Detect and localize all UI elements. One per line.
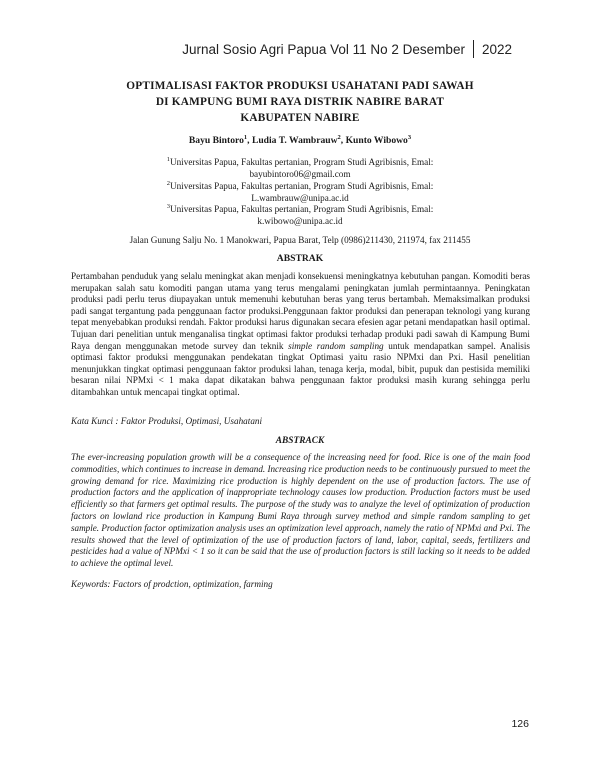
title-line-3: KABUPATEN NABIRE: [240, 112, 360, 124]
abstrak-heading: ABSTRAK: [276, 253, 324, 264]
journal-year: 2022: [481, 41, 512, 57]
abstract-heading: ABSTRACK: [275, 436, 325, 446]
page-number: 126: [511, 718, 529, 730]
affiliation-3: $^3$Universitas Papua, Fakultas pertanian, Program Studi Agribisnis, Emal: k.wibowo@unipa.ac.id: [166, 203, 434, 226]
institution-address: Jalan Gunung Salju No. 1 Manokwari, Papua Barat, Telp (0986)211430, 211974, fax 211455: [129, 235, 471, 245]
abstract-body: The ever-increasing population growth will be a consequence of the increasing need for food. Rice is one of the main food commodities, which continues to increase in demand. Increasing rice production needs to be continuously pursued to meet the growing demand for rice. Maximizing rice production is highly dependent on the use of production factors. The use of production factors and the application of inappropriate technology causes low production. Production factors must be used efficiently so that farmers get optimal results. The purpose of the study was to analyze the level of optimization of production factors on lowland rice production in Kampung Bumi Raya through survey method and simple random sampling to get sample. Production factor optimization analysis uses an optimization level approach, namely the ratio of NPMxi and Pxi. The results showed that the level of optimization of the use of production factors of land, labor, capital, seeds, fertilizers and pesticides had a value of NPMxi < 1 so it can be said that the use of production factors is still lacking so it needs to be added to achieve the optimal level.: [71, 452, 530, 569]
journal-name: Jurnal Sosio Agri Papua Vol 11 No 2 Desember: [182, 41, 465, 57]
kata-kunci: Kata Kunci : Faktor Produksi, Optimasi, Usahatani: [71, 416, 263, 426]
title-line-2: DI KAMPUNG BUMI RAYA DISTRIK NABIRE BARAT: [155, 96, 445, 108]
author-3: Kunto Wibowo$^3$: [345, 134, 412, 147]
header-divider: [473, 40, 474, 58]
affiliation-2: $^2$Universitas Papua, Fakultas pertanian, Program Studi Agribisnis, Emal: L.wambrauw@unipa.ac.id: [166, 180, 434, 203]
title-line-1: OPTIMALISASI FAKTOR PRODUKSI USAHATANI PADI SAWAH: [126, 80, 474, 92]
abstrak-body: Pertambahan penduduk yang selalu meningkat akan menjadi konsekuensi meningkatnya kebutuhan pangan. Komoditi beras merupakan salah satu komoditi pangan utama yang terus mengalami peningkatan jumlah permintaannya. Peningkatan produksi padi perlu terus diupayakan untuk memenuhi kebutuhan beras yang terus bertambah. Memaksimalkan produksi padi sangat tergantung pada penggunaan factor produksi.Penggunaan faktor produksi dan penerapan teknologi yang kurang tepat menyebabkan produksi rendah. Faktor produksi harus digunakan secara efesien agar petani mendapatkan hasil optimal. Tujuan dari penelitian untuk menganalisa tingkat optimasi faktor produksi terhadap produki padi sawah di Kampung Bumi Raya dengan menggunakan metode survey dan teknik simple random sampling untuk mendapatkan sampel. Analisis optimasi faktor produksi menggunakan pendekatan tingkat Optimasi yaitu rasio NPMxi dan Pxi. Hasil penelitian menunjukkan tingkat optimasi penggunaan faktor produksi lahan, tenaga kerja, modal, bibit, pupuk dan pestisida memiliki besaran nilai NPMxi < 1 maka dapat dikatakan bahwa penggunaan faktor produksi masih kurang sehingga perlu ditambahkan untuk mencapai tingkat optimal.: [71, 271, 531, 397]
author-1: Bayu Bintoro$^1$,: [188, 134, 252, 147]
author-list: [60, 134, 540, 146]
author-2: Ludia T. Wambrauw$^2$,: [251, 134, 346, 147]
running-header: [182, 40, 512, 58]
affiliation-1: $^1$Universitas Papua, Fakultas pertanian, Program Studi Agribisnis, Emal: bayubintoro06@gmail.com: [166, 156, 434, 179]
keywords: Keywords: Factors of prodction, optimization, farming: [71, 579, 273, 589]
paper-title: [60, 78, 540, 126]
